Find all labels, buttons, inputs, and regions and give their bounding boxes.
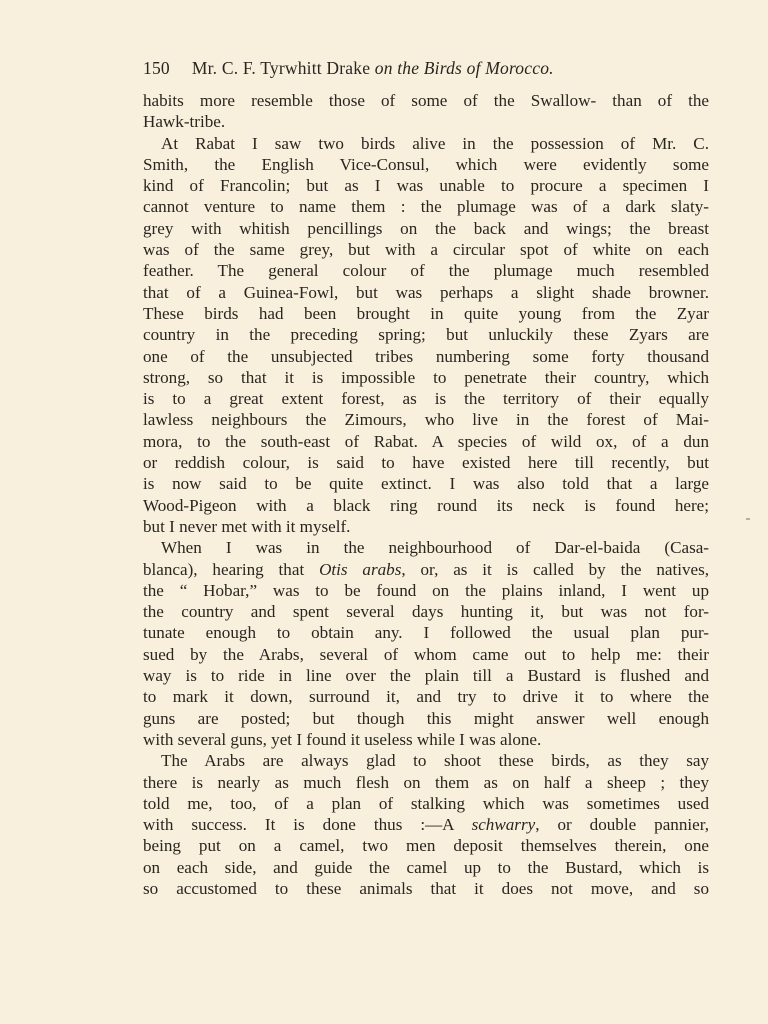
text-line: to mark it down, surround it, and try to drive it to where the: [143, 687, 709, 707]
text-line: with several guns, yet I found it useless while I was alone.: [143, 729, 542, 749]
text-line: mora, to the south-east of Rabat. A species of wild ox, of a dun: [143, 431, 709, 451]
text-line: These birds had been brought in quite young from the Zyar: [143, 303, 709, 323]
italic-term: schwarry: [471, 815, 536, 835]
text-line: that of a Guinea-Fowl, but was perhaps a slight shade browner.: [143, 282, 709, 302]
text-line: told me, too, of a plan of stalking which was sometimes used: [143, 793, 709, 813]
text-line: grey with whitish pencillings on the back and wings; the breast: [143, 218, 709, 238]
text-line: being put on a camel, two men deposit themselves therein, one: [143, 836, 709, 856]
page-number: 150: [143, 58, 170, 78]
text-line: Wood-Pigeon with a black ring round its neck is found here;: [143, 495, 709, 515]
text-line: feather. The general colour of the plumage much resembled: [143, 261, 709, 281]
text-line: At Rabat I saw two birds alive in the possession of Mr. C.: [161, 133, 709, 153]
text-line: was of the same grey, but with a circular spot of white on each: [143, 240, 709, 260]
text-line: cannot venture to name them : the plumage was of a dark slaty-: [143, 197, 709, 217]
text-line: the “ Hobar,” was to be found on the plains inland, I went up: [143, 580, 709, 600]
text-line: Hawk-tribe.: [143, 112, 226, 132]
header-title: on the Birds of Morocco.: [374, 58, 554, 78]
body-text: [143, 90, 709, 899]
text-line: Smith, the English Vice-Consul, which were evidently some: [143, 154, 709, 174]
text-line: the country and spent several days hunting it, but was not for-: [143, 602, 709, 622]
text-line: kind of Francolin; but as I was unable to procure a specimen I: [143, 176, 709, 196]
text-line: lawless neighbours the Zimours, who live in the forest of Mai-: [143, 410, 709, 430]
text-line: is now said to be quite extinct. I was also told that a large: [143, 474, 709, 494]
text-line: sued by the Arabs, several of whom came out to help me: their: [143, 644, 709, 664]
text-line: but I never met with it myself.: [143, 516, 351, 536]
text-line: way is to ride in line over the plain till a Bustard is flushed and: [143, 666, 709, 686]
text-line: one of the unsubjected tribes numbering some forty thousand: [143, 346, 709, 366]
text-line: or reddish colour, is said to have existed here till recently, but: [143, 453, 709, 473]
header-author: Mr. C. F. Tyrwhitt Drake: [191, 58, 371, 78]
text-line: When I was in the neighbourhood of Dar-el-baida (Casa-: [161, 538, 709, 558]
text-line: so accustomed to these animals that it does not move, and so: [143, 878, 709, 898]
text-line: on each side, and guide the camel up to the Bustard, which is: [143, 857, 709, 877]
text-line: blanca), hearing that Otis arabs, or, as it is called by the natives,: [143, 559, 710, 579]
text-line: strong, so that it is impossible to penetrate their country, which: [143, 367, 709, 387]
italic-term: Otis arabs: [319, 559, 402, 579]
text-line: habits more resemble those of some of the Swallow- than of the: [143, 91, 709, 110]
text-line: The Arabs are always glad to shoot these birds, as they say: [161, 751, 709, 771]
text-line: tunate enough to obtain any. I followed the usual plan pur-: [143, 623, 709, 643]
running-header: [143, 58, 663, 79]
text-line: guns are posted; but though this might answer well enough: [143, 708, 709, 728]
text-line: is to a great extent forest, as is the territory of their equally: [143, 389, 709, 409]
text-line: country in the preceding spring; but unluckily these Zyars are: [143, 325, 709, 345]
margin-mark: [746, 518, 750, 520]
text-line: with success. It is done thus :—A schwarry, or double pannier,: [143, 815, 710, 835]
text-line: there is nearly as much flesh on them as on half a sheep ; they: [143, 772, 709, 792]
